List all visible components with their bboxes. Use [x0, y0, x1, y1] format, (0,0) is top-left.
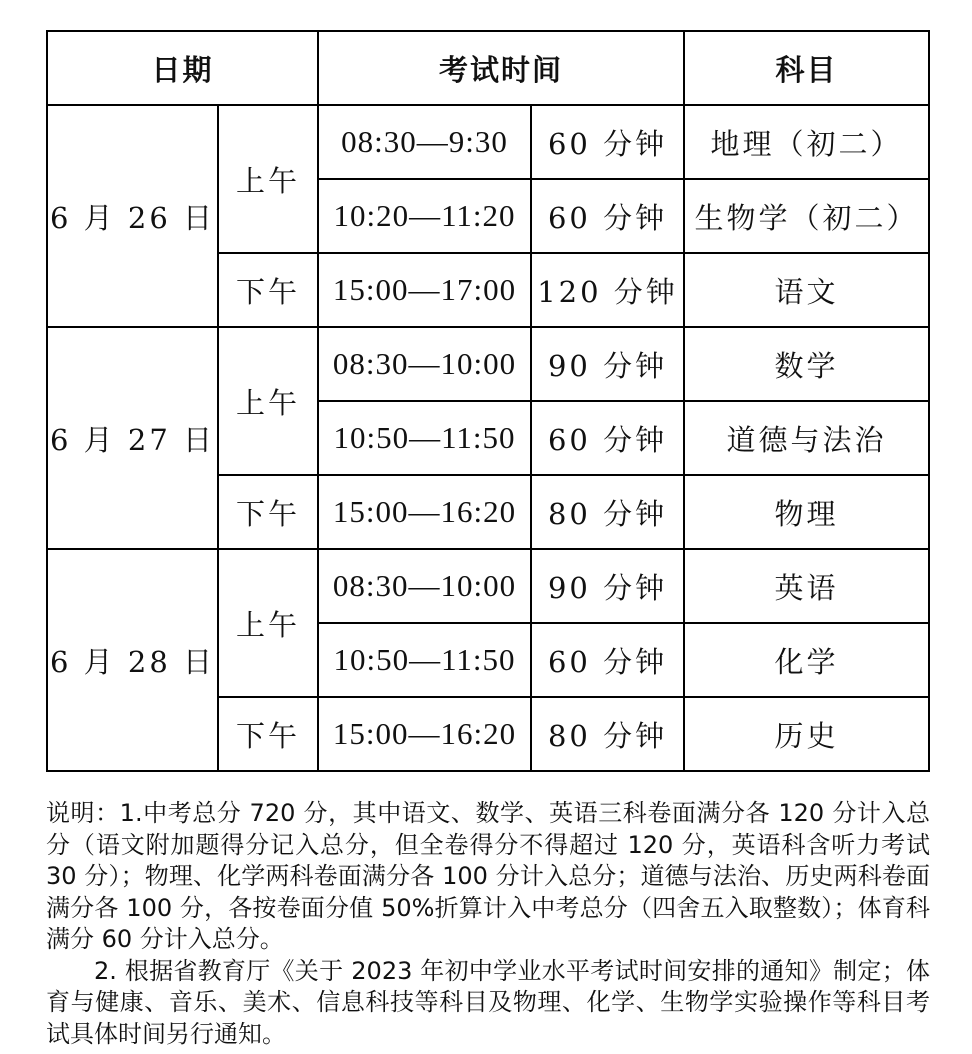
table-row: [47, 105, 929, 179]
notes-section: [46, 798, 930, 1050]
exam-schedule-table: [46, 30, 930, 772]
time-cell: 10:20—11:20: [318, 179, 531, 253]
time-cell: 15:00—17:00: [318, 253, 531, 327]
duration-cell: 60 分钟: [531, 179, 684, 253]
period-cell-morning: 上午: [218, 549, 318, 697]
period-cell-morning: 上午: [218, 327, 318, 475]
time-cell: 10:50—11:50: [318, 401, 531, 475]
period-cell-morning: 上午: [218, 105, 318, 253]
duration-cell: 90 分钟: [531, 327, 684, 401]
period-cell-afternoon: 下午: [218, 697, 318, 771]
time-cell: 10:50—11:50: [318, 623, 531, 697]
note-2: 2. 根据省教育厅《关于 2023 年初中学业水平考试时间安排的通知》制定；体育与健康、音乐、美术、信息科技等科目及物理、化学、生物学实验操作等科目考试具体时间另行通知。: [46, 956, 930, 1048]
header-subject: 科目: [684, 31, 929, 105]
subject-cell: 化学: [684, 623, 929, 697]
time-cell: 08:30—10:00: [318, 549, 531, 623]
duration-cell: 60 分钟: [531, 401, 684, 475]
time-cell: 08:30—10:00: [318, 327, 531, 401]
duration-cell: 80 分钟: [531, 697, 684, 771]
date-cell: 6 月 28 日: [47, 549, 218, 771]
subject-cell: 道德与法治: [684, 401, 929, 475]
subject-cell: 地理（初二）: [684, 105, 929, 179]
subject-cell: 生物学（初二）: [684, 179, 929, 253]
header-date: 日期: [47, 31, 318, 105]
duration-cell: 60 分钟: [531, 623, 684, 697]
subject-cell: 语文: [684, 253, 929, 327]
duration-cell: 90 分钟: [531, 549, 684, 623]
duration-cell: 60 分钟: [531, 105, 684, 179]
period-cell-afternoon: 下午: [218, 475, 318, 549]
header-exam-time: 考试时间: [318, 31, 684, 105]
table-row: [47, 549, 929, 623]
subject-cell: 数学: [684, 327, 929, 401]
table-row: [47, 327, 929, 401]
subject-cell: 历史: [684, 697, 929, 771]
duration-cell: 80 分钟: [531, 475, 684, 549]
time-cell: 08:30—9:30: [318, 105, 531, 179]
time-cell: 15:00—16:20: [318, 475, 531, 549]
duration-cell: 120 分钟: [531, 253, 684, 327]
subject-cell: 物理: [684, 475, 929, 549]
date-cell: 6 月 26 日: [47, 105, 218, 327]
period-cell-afternoon: 下午: [218, 253, 318, 327]
header-row: [47, 31, 929, 105]
subject-cell: 英语: [684, 549, 929, 623]
date-cell: 6 月 27 日: [47, 327, 218, 549]
time-cell: 15:00—16:20: [318, 697, 531, 771]
note-1: 说明：1.中考总分 720 分，其中语文、数学、英语三科卷面满分各 120 分计入总分（语文附加题得分记入总分，但全卷得分不得超过 120 分，英语科含听力考试 30 分）；物理、化学两科卷面满分各 100 分计入总分；道德与法治、历史两科卷面满分各 100 分，各按卷面分值 50%折算计入中考总分（四舍五入取整数）；体育科满分 60 分计入总分。: [46, 799, 930, 953]
